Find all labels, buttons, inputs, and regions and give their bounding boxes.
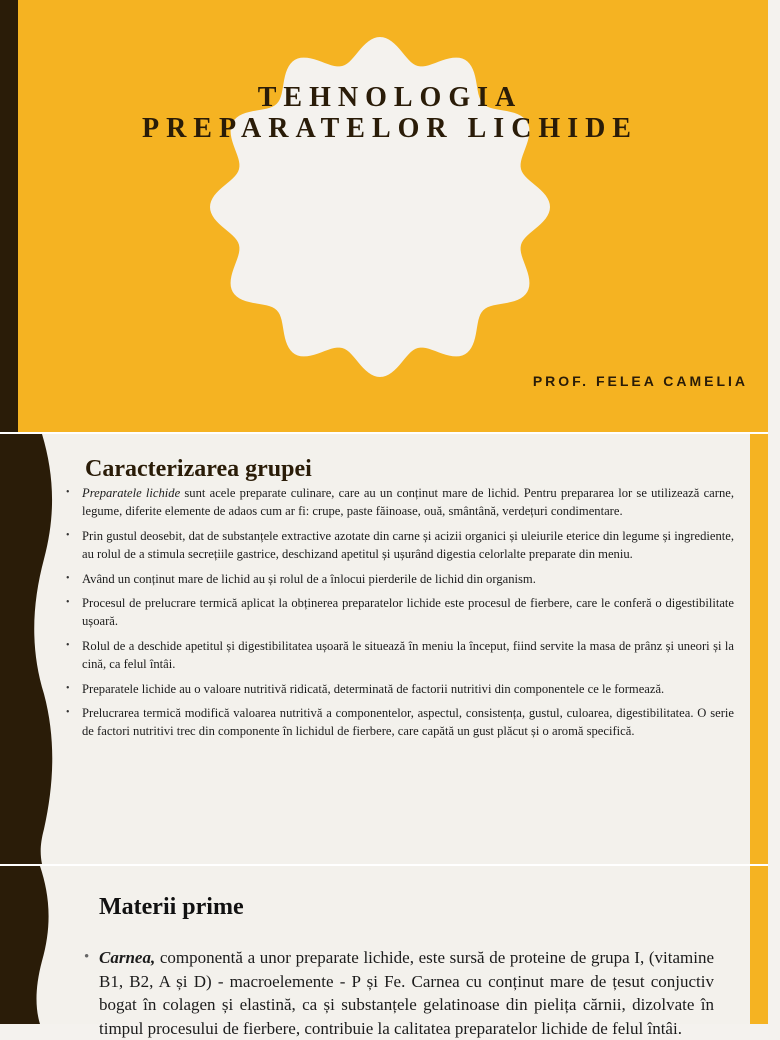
left-accent-bar xyxy=(0,0,18,432)
list-item xyxy=(64,484,734,521)
content-slide-raw-materials xyxy=(0,866,768,1038)
bullet-content xyxy=(86,946,714,1040)
bullet-icon: • xyxy=(66,639,70,651)
right-accent-bar xyxy=(750,434,768,864)
presentation-title xyxy=(0,82,780,144)
list-item xyxy=(64,570,734,588)
list-item xyxy=(64,527,734,564)
bullet-icon: • xyxy=(66,572,70,584)
list-item xyxy=(64,594,734,631)
list-item xyxy=(64,704,734,741)
bullet-icon: • xyxy=(66,487,70,498)
author-name: PROF. FELEA CAMELIA xyxy=(532,373,748,389)
slide-heading: Materii prime xyxy=(99,894,244,920)
bullet-text: componentă a unor preparate lichide, este sursă de proteine de grupa I, (vitamine B1, B2, A și D) - macroelemente - P și Fe. Carnea cu conținut mare de țesut conjuctiv bogat în colagen și elastină, ca și substanțele gelatinoase din pielița cărnii, dizolvate în timpul procesului de fierbere, contribuie la calitatea preparatelor lichide de felul întâi. xyxy=(99,948,714,1038)
bullet-text: Preparatele lichide au o valoare nutritivă ridicată, determinată de factorii nutritivi din componentele ce le formează. xyxy=(82,681,665,696)
left-wave-border xyxy=(0,434,60,864)
bullet-list xyxy=(64,484,734,747)
title-line-1: TEHNOLOGIA xyxy=(257,82,523,113)
title-line-2: PREPARATELOR LICHIDE xyxy=(141,113,638,144)
bullet-icon: • xyxy=(66,597,70,609)
list-item xyxy=(64,680,734,698)
bullet-text: Prin gustul deosebit, dat de substanțele extractive azotate din carne și acizii organici și uleiurile eterice din legume și ingrediente, au rolul de a stimula secrețiile gastrice, deschizand apetitul și ușurând digestia celorlalte preparate din meniu. xyxy=(82,528,734,562)
right-accent-bar xyxy=(750,866,768,1024)
content-slide-characteristics xyxy=(0,434,768,864)
title-slide xyxy=(0,0,768,432)
bullet-icon: • xyxy=(66,707,70,719)
bullet-lead: Carnea, xyxy=(99,948,156,967)
bullet-icon: • xyxy=(66,529,70,541)
bullet-lead: Preparatele lichide xyxy=(82,486,181,500)
bullet-text: Prelucrarea termică modifică valoarea nutritivă a componentelor, aspectul, consistența, gustul, culoarea, digestibilitatea. O serie de factori nutritivi trec din componente în lichidul de fierbere, care capătă un gust plăcut și o aromă specifică. xyxy=(82,706,734,739)
bullet-text: Procesul de prelucrare termică aplicat la obținerea preparatelor lichide este procesul de fierbere, care le conferă o digestibilitate ușoară. xyxy=(82,596,734,629)
bullet-icon: • xyxy=(84,949,90,965)
bullet-text: Având un conținut mare de lichid au și rolul de a înlocui pierderile de lichid din organism. xyxy=(82,571,536,586)
bullet-icon: • xyxy=(66,682,70,694)
slide-heading: Caracterizarea grupei xyxy=(85,456,312,482)
bullet-text: Rolul de a deschide apetitul și digestibilitatea ușoară le situează în meniu la început, fiind servite la masa de prânz și uneori și la cină, ca felul întâi. xyxy=(82,638,734,672)
bullet-text: sunt acele preparate culinare, care au un conținut mare de lichid. Pentru prepararea lor se utilizează carne, legume, diferite elemente de adaos cum ar fi: crupe, paste făinoase, ouă, smântână, verdețuri condimentare. xyxy=(82,486,734,519)
left-wave-border xyxy=(0,866,60,1024)
list-item xyxy=(64,637,734,674)
bullet-paragraph xyxy=(86,946,714,1040)
